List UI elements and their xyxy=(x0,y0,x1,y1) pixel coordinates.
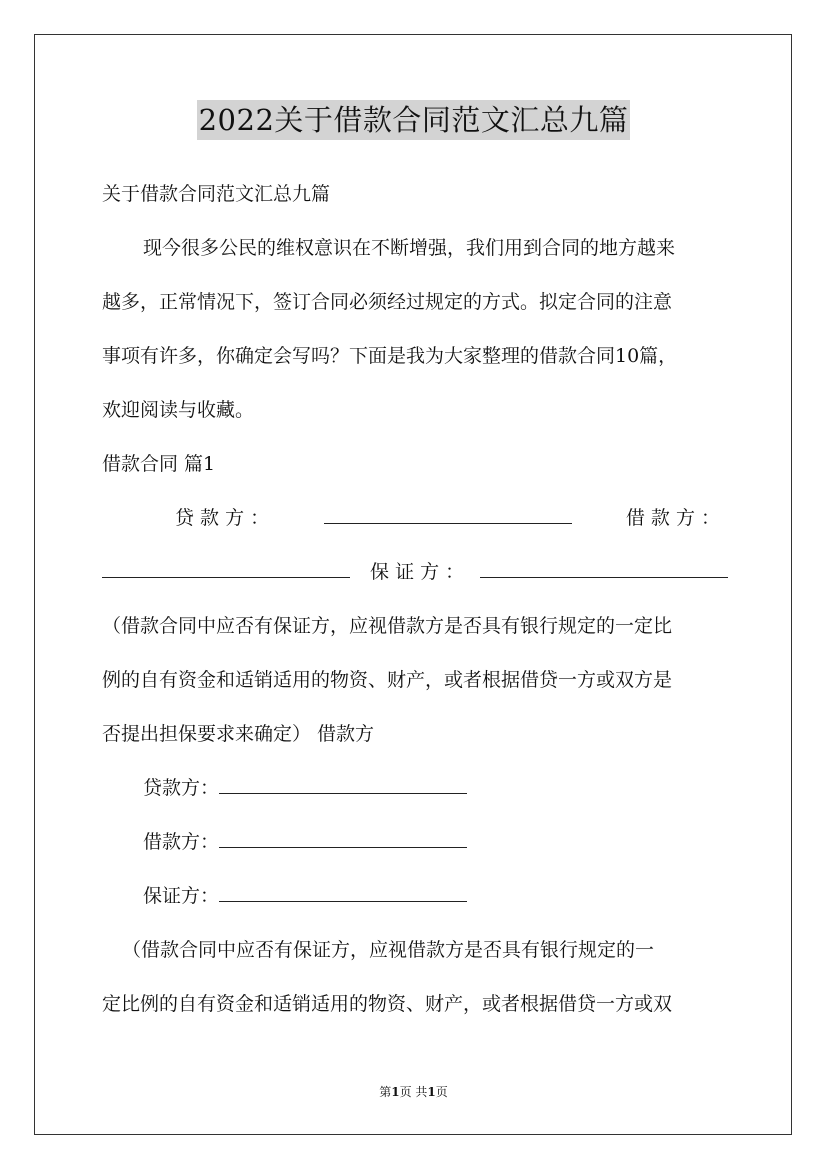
intro-line: 现今很多公民的维权意识在不断增强，我们用到合同的地方越来 xyxy=(143,237,676,259)
party-field-label: 保证方： xyxy=(143,885,220,907)
party-field-blank[interactable] xyxy=(219,829,467,848)
borrower-label: 借 款 方 ： xyxy=(625,507,720,529)
parties-row-2 xyxy=(102,559,727,585)
note-line: 否提出担保要求来确定） 借款方 xyxy=(102,723,375,745)
intro-line: 欢迎阅读与收藏。 xyxy=(102,399,255,421)
party-field-borrower xyxy=(143,829,467,855)
section-heading: 借款合同 篇1 xyxy=(102,453,216,475)
note2-line: （借款合同中应否有保证方，应视借款方是否具有银行规定的一 xyxy=(122,939,655,961)
note-line: （借款合同中应否有保证方，应视借款方是否具有银行规定的一定比 xyxy=(102,615,673,637)
note2-line: 定比例的自有资金和适销适用的物资、财产，或者根据借贷一方或双 xyxy=(102,993,673,1015)
page-total: 1 xyxy=(427,1085,436,1099)
party-field-blank[interactable] xyxy=(219,775,467,794)
document-title: 2022关于借款合同范文汇总九篇 xyxy=(197,100,631,140)
intro-line: 事项有许多，你确定会写吗？下面是我为大家整理的借款合同10篇， xyxy=(102,345,678,367)
party-field-label: 贷款方： xyxy=(143,777,220,799)
guarantor-label: 保 证 方 ： xyxy=(370,561,465,583)
party-field-blank[interactable] xyxy=(219,883,467,902)
lender-label: 贷 款 方 ： xyxy=(175,507,270,529)
note-line: 例的自有资金和适销适用的物资、财产，或者根据借贷一方或双方是 xyxy=(102,669,673,691)
page-footer: 第1页 共1页 xyxy=(379,1085,448,1099)
guarantor-blank[interactable] xyxy=(480,559,728,578)
page-number: 1 xyxy=(391,1085,400,1099)
intro-line: 越多，正常情况下，签订合同必须经过规定的方式。拟定合同的注意 xyxy=(102,291,673,313)
lender-blank[interactable] xyxy=(324,505,572,524)
borrower-blank[interactable] xyxy=(102,559,350,578)
party-field-label: 借款方： xyxy=(143,831,220,853)
parties-row-1 xyxy=(175,505,720,531)
party-field-guarantor xyxy=(143,883,467,909)
party-field-lender xyxy=(143,775,467,801)
document-subtitle: 关于借款合同范文汇总九篇 xyxy=(102,183,331,205)
